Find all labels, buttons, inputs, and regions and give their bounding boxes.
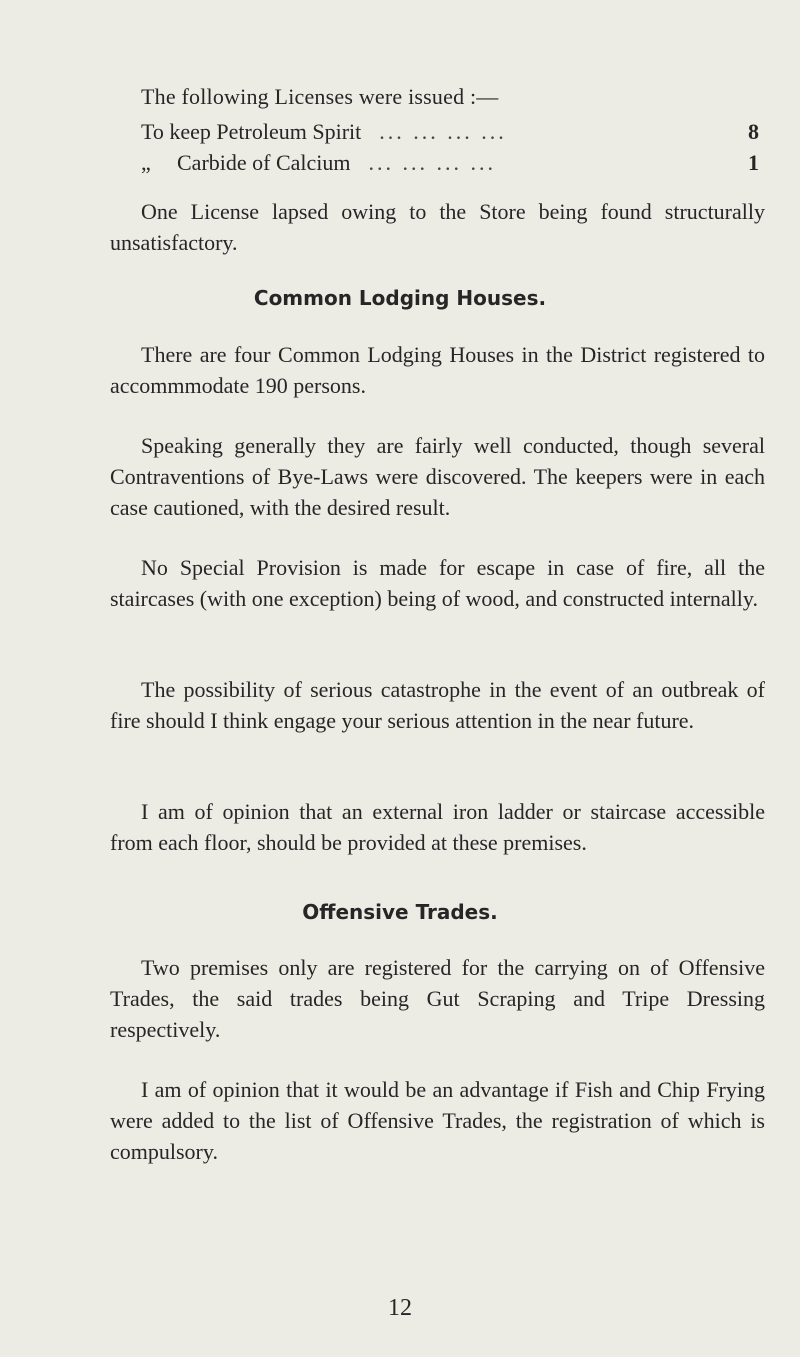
ditto-mark: „ xyxy=(141,150,151,175)
lodging-heading: Common Lodging Houses. xyxy=(253,286,547,310)
license-lapse-paragraph: One License lapsed owing to the Store being found structurally unsatisfactory. xyxy=(110,199,765,255)
license-label: Carbide of Calcium xyxy=(177,150,351,175)
license-row-carbide xyxy=(141,150,759,176)
lodging-paragraph: Speaking generally they are fairly well conducted, though several Contraventions of Bye-Laws were discovered. The keepers were in each case cautioned, with the desired result. xyxy=(110,433,765,520)
lodging-paragraph: There are four Common Lodging Houses in the District registered to accommmodate 190 persons. xyxy=(110,342,765,398)
offensive-paragraph: I am of opinion that it would be an advantage if Fish and Chip Frying were added to the list of Offensive Trades, the registration of which is compulsory. xyxy=(110,1077,765,1164)
offensive-trades-heading: Offensive Trades. xyxy=(302,900,498,924)
leader-dots: ... ... ... ... xyxy=(368,150,497,175)
lodging-paragraph: No Special Provision is made for escape in case of fire, all the staircases (with one exception) being of wood, and constructed internally. xyxy=(110,555,765,611)
license-label: To keep Petroleum Spirit xyxy=(141,119,362,144)
leader-dots: ... ... ... ... xyxy=(379,119,507,144)
offensive-paragraph: Two premises only are registered for the carrying on of Offensive Trades, the said trades being Gut Scraping and Tripe Dressing respectively. xyxy=(110,955,765,1042)
license-row-petroleum xyxy=(141,119,759,145)
page-number: 12 xyxy=(388,1295,412,1321)
lodging-paragraph: I am of opinion that an external iron ladder or staircase accessible from each floor, should be provided at these premises. xyxy=(110,799,765,855)
license-count: 1 xyxy=(748,150,759,175)
lodging-paragraph: The possibility of serious catastrophe in the event of an outbreak of fire should I think engage your serious attention in the near future. xyxy=(110,677,765,733)
licenses-intro: The following Licenses were issued :— xyxy=(141,84,499,109)
license-count: 8 xyxy=(748,119,759,144)
